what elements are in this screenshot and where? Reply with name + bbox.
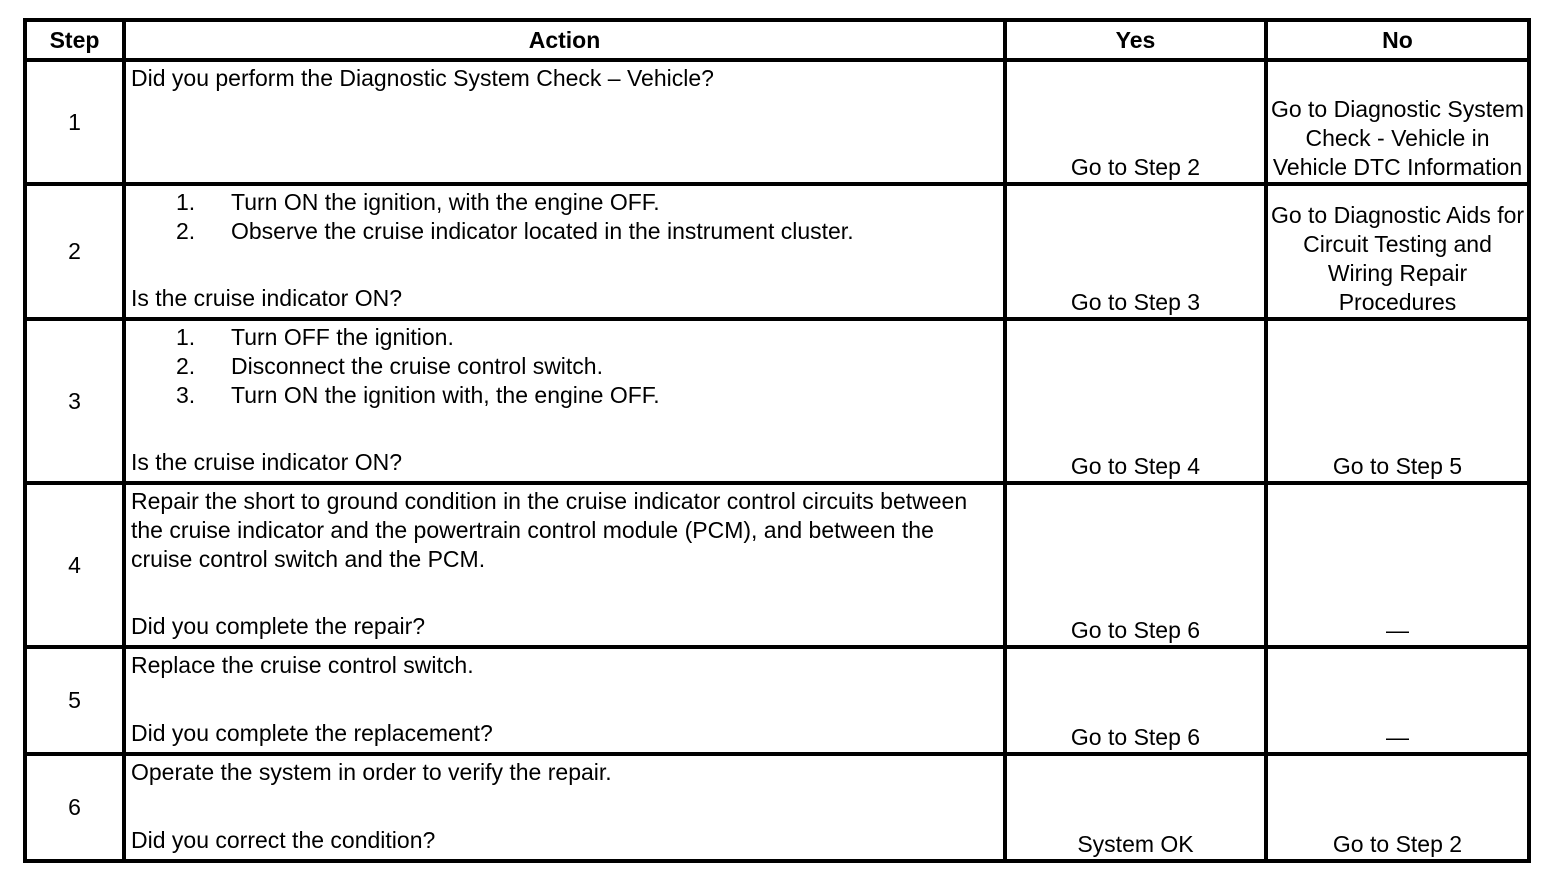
yes-cell: Go to Step 2 (1005, 60, 1266, 184)
header-step: Step (25, 20, 124, 60)
step-number: 4 (25, 483, 124, 647)
list-number: 2. (176, 353, 196, 379)
list-text: Turn OFF the ignition. (231, 324, 454, 350)
table-row (25, 60, 1529, 184)
step-number: 3 (25, 319, 124, 483)
table-row (25, 319, 1529, 483)
yes-cell: Go to Step 3 (1005, 184, 1266, 319)
action-question: Is the cruise indicator ON? (131, 449, 403, 475)
action-text: Replace the cruise control switch. (131, 652, 474, 678)
step-number: 5 (25, 647, 124, 754)
action-text: Did you perform the Diagnostic System Check – Vehicle? (131, 65, 714, 91)
header-yes: Yes (1005, 20, 1266, 60)
step-number: 2 (25, 184, 124, 319)
list-text: Turn ON the ignition, with the engine OFF. (231, 189, 660, 215)
header-no: No (1266, 20, 1529, 60)
step-number: 6 (25, 754, 124, 861)
list-item (176, 188, 999, 217)
list-number: 2. (176, 218, 196, 244)
action-cell (124, 60, 1005, 184)
yes-cell: System OK (1005, 754, 1266, 861)
list-number: 1. (176, 189, 196, 215)
no-cell: Go to Step 2 (1266, 754, 1529, 861)
table-row (25, 647, 1529, 754)
action-cell (124, 184, 1005, 319)
action-list (131, 323, 999, 410)
action-text: Repair the short to ground condition in the cruise indicator control circuits between the cruise indicator and the powertrain control module (PCM), and between the cruise control switch and the PCM. (131, 488, 968, 572)
no-cell: Go to Diagnostic Aids for Circuit Testing and Wiring Repair Procedures (1266, 184, 1529, 319)
yes-cell: Go to Step 6 (1005, 647, 1266, 754)
action-list (131, 188, 999, 246)
action-question: Is the cruise indicator ON? (131, 285, 403, 311)
action-question: Did you correct the condition? (131, 827, 436, 853)
list-item (176, 381, 999, 410)
action-cell (124, 754, 1005, 861)
list-number: 1. (176, 324, 196, 350)
diagnostic-table (23, 18, 1531, 863)
table-row (25, 483, 1529, 647)
list-item (176, 352, 999, 381)
list-text: Turn ON the ignition with, the engine OFF. (231, 382, 660, 408)
table-header-row (25, 20, 1529, 60)
action-question: Did you complete the repair? (131, 613, 426, 639)
action-question: Did you complete the replacement? (131, 720, 493, 746)
table-row (25, 184, 1529, 319)
no-cell: Go to Step 5 (1266, 319, 1529, 483)
list-number: 3. (176, 382, 196, 408)
yes-cell: Go to Step 6 (1005, 483, 1266, 647)
header-action: Action (124, 20, 1005, 60)
list-text: Disconnect the cruise control switch. (231, 353, 603, 379)
no-cell: Go to Diagnostic System Check - Vehicle in Vehicle DTC Information (1266, 60, 1529, 184)
yes-cell: Go to Step 4 (1005, 319, 1266, 483)
no-cell: — (1266, 483, 1529, 647)
step-number: 1 (25, 60, 124, 184)
no-cell: — (1266, 647, 1529, 754)
action-cell (124, 483, 1005, 647)
list-text: Observe the cruise indicator located in the instrument cluster. (231, 218, 854, 244)
action-cell (124, 319, 1005, 483)
action-cell (124, 647, 1005, 754)
table-row (25, 754, 1529, 861)
list-item (176, 217, 999, 246)
list-item (176, 323, 999, 352)
action-text: Operate the system in order to verify the repair. (131, 759, 612, 785)
